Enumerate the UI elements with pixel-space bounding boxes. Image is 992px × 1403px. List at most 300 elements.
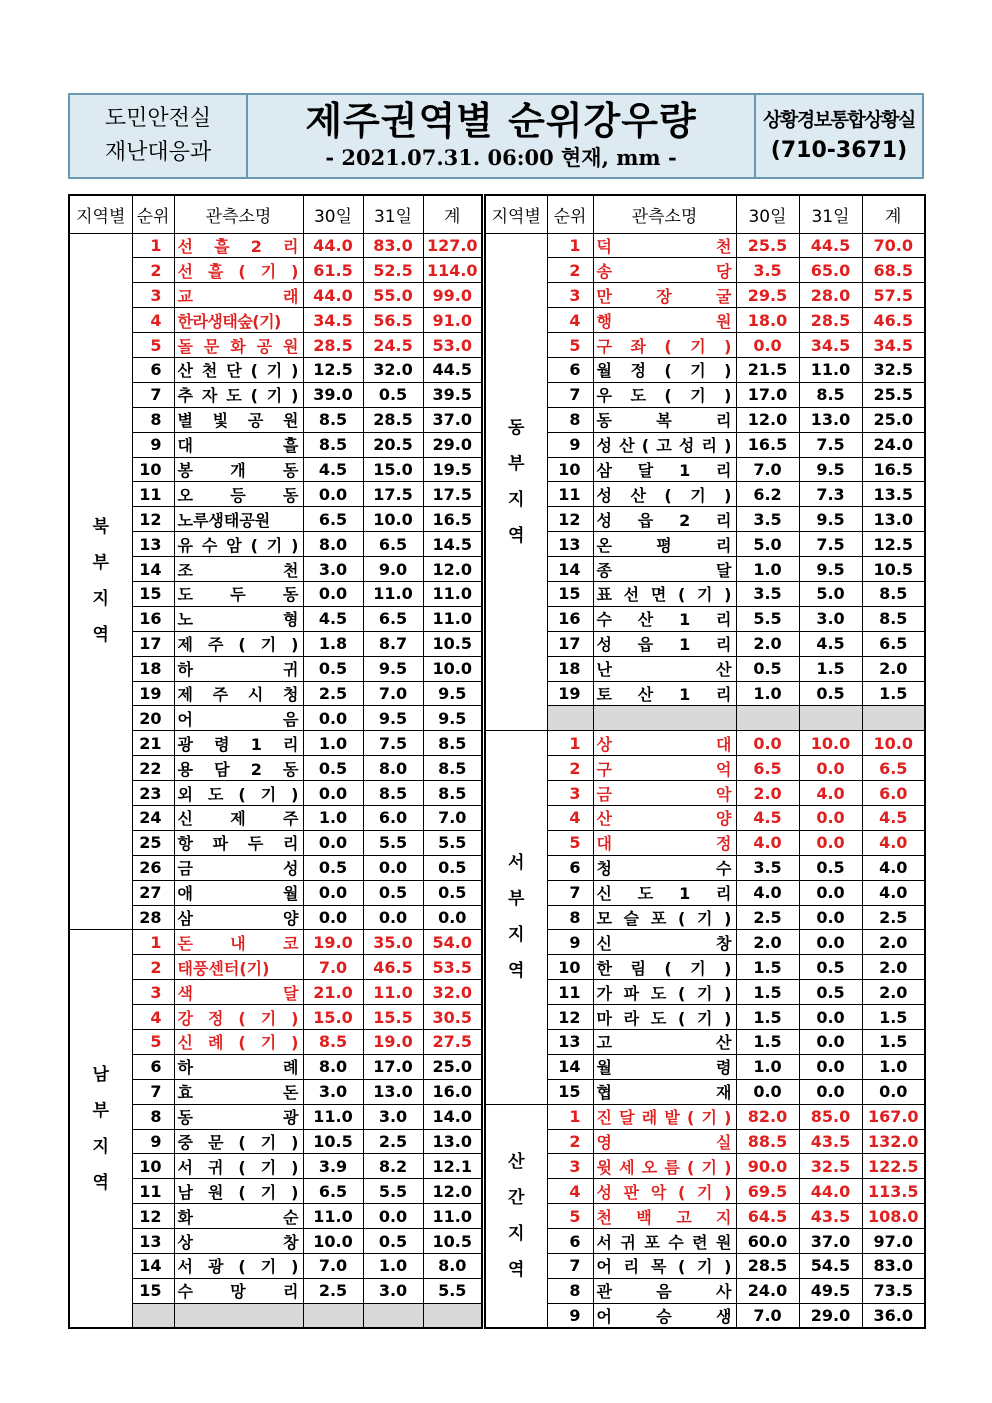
- col-day30: 30일: [736, 195, 799, 233]
- day30-value: 12.0: [736, 407, 799, 432]
- day31-value: 11.0: [363, 980, 423, 1005]
- page-subtitle: - 2021.07.31. 06:00 현재, mm -: [325, 145, 677, 170]
- total-value: 5.5: [423, 1278, 482, 1303]
- day31-value: 0.0: [799, 805, 862, 830]
- day30-value: 2.0: [736, 930, 799, 955]
- day30-value: 0.5: [303, 855, 363, 880]
- station-name: 서 귀 ( 기 ): [174, 1154, 303, 1179]
- rank: 11: [547, 482, 593, 507]
- total-value: 2.0: [862, 980, 925, 1005]
- rank: 2: [547, 756, 593, 781]
- rank: 6: [132, 1054, 174, 1079]
- rank: 1: [132, 233, 174, 258]
- total-value: 8.5: [423, 731, 482, 756]
- day30-value: 6.2: [736, 482, 799, 507]
- region-label-char: 부: [92, 1100, 109, 1121]
- total-value: 4.0: [862, 855, 925, 880]
- rank: 26: [132, 855, 174, 880]
- rank: 8: [547, 1278, 593, 1303]
- station-name: 만 장 굴: [593, 283, 736, 308]
- total-value: 34.5: [862, 333, 925, 358]
- table-row: [485, 1005, 925, 1030]
- station-name: 상 대: [593, 731, 736, 756]
- day31-value: 19.0: [363, 1030, 423, 1055]
- table-row: [485, 382, 925, 407]
- rank: 8: [547, 905, 593, 930]
- day30-value: 8.5: [303, 407, 363, 432]
- total-value: 9.5: [423, 706, 482, 731]
- day31-value: 8.0: [363, 756, 423, 781]
- station-name: 산 천 단 ( 기 ): [174, 357, 303, 382]
- station-name: 노 형: [174, 606, 303, 631]
- station-name: 가 파 도 ( 기 ): [593, 980, 736, 1005]
- day30-value: 1.5: [736, 980, 799, 1005]
- region-label-char: 지: [508, 1223, 525, 1244]
- day31-value: 0.5: [799, 855, 862, 880]
- station-name: 토 산 1 리: [593, 681, 736, 706]
- day30-value: 4.5: [303, 457, 363, 482]
- station-name: 금 악: [593, 781, 736, 806]
- rank: 8: [132, 407, 174, 432]
- day31-value: 5.0: [799, 581, 862, 606]
- total-value: 32.5: [862, 357, 925, 382]
- empty-cell: [799, 706, 862, 731]
- station-name: 용 담 2 동: [174, 756, 303, 781]
- table-row: [485, 631, 925, 656]
- day30-value: 69.5: [736, 1179, 799, 1204]
- station-name: 태풍센터(기): [174, 955, 303, 980]
- total-value: 6.5: [862, 631, 925, 656]
- rank: 8: [132, 1104, 174, 1129]
- station-name: 화 순: [174, 1204, 303, 1229]
- rank: 12: [547, 507, 593, 532]
- rank: 11: [547, 980, 593, 1005]
- day31-value: 0.0: [363, 905, 423, 930]
- station-name: 선 흘 2 리: [174, 233, 303, 258]
- table-row: [485, 1054, 925, 1079]
- table-row: [485, 781, 925, 806]
- day30-value: 0.0: [303, 830, 363, 855]
- station-name: 우 도 ( 기 ): [593, 382, 736, 407]
- rank: 4: [547, 805, 593, 830]
- day31-value: 0.0: [799, 756, 862, 781]
- day30-value: 88.5: [736, 1129, 799, 1154]
- day30-value: 3.0: [303, 557, 363, 582]
- total-value: 13.0: [862, 507, 925, 532]
- day31-value: 10.0: [799, 731, 862, 756]
- day31-value: 5.5: [363, 830, 423, 855]
- day31-value: 20.5: [363, 432, 423, 457]
- day31-value: 32.0: [363, 357, 423, 382]
- total-value: 0.5: [423, 855, 482, 880]
- rank: 1: [547, 731, 593, 756]
- rank: 2: [547, 1129, 593, 1154]
- total-value: 2.0: [862, 930, 925, 955]
- day31-value: 0.5: [799, 955, 862, 980]
- day31-value: 6.5: [363, 606, 423, 631]
- day31-value: 9.5: [363, 706, 423, 731]
- rainfall-table-left: [68, 194, 483, 1329]
- region-label-east: [485, 233, 547, 731]
- day31-value: 17.0: [363, 1054, 423, 1079]
- day31-value: 3.0: [363, 1104, 423, 1129]
- day31-value: 29.0: [799, 1303, 862, 1328]
- total-value: 24.0: [862, 432, 925, 457]
- empty-cell: [593, 706, 736, 731]
- total-value: 27.5: [423, 1030, 482, 1055]
- day31-value: 0.5: [363, 1229, 423, 1254]
- day31-value: 0.0: [363, 855, 423, 880]
- region-label-char: 북: [92, 517, 109, 538]
- rank: 7: [132, 1079, 174, 1104]
- day30-value: 44.0: [303, 233, 363, 258]
- station-name: 금 성: [174, 855, 303, 880]
- station-name: 덕 천: [593, 233, 736, 258]
- day30-value: 2.0: [736, 631, 799, 656]
- rank: 10: [132, 457, 174, 482]
- rank: 28: [132, 905, 174, 930]
- station-name: 영 실: [593, 1129, 736, 1154]
- day30-value: 6.5: [303, 1179, 363, 1204]
- station-name: 종 달: [593, 557, 736, 582]
- total-value: 167.0: [862, 1104, 925, 1129]
- total-value: 36.0: [862, 1303, 925, 1328]
- station-name: 수 산 1 리: [593, 606, 736, 631]
- station-name: 난 산: [593, 656, 736, 681]
- rank: 14: [132, 557, 174, 582]
- station-name: 한라생태숲(기): [174, 308, 303, 333]
- station-name: 온 평 리: [593, 532, 736, 557]
- table-row: [485, 880, 925, 905]
- day30-value: 2.5: [303, 681, 363, 706]
- empty-cell: [174, 1303, 303, 1328]
- region-label-north: [69, 233, 132, 930]
- day31-value: 9.5: [799, 507, 862, 532]
- col-day31: 31일: [363, 195, 423, 233]
- report-header: [68, 93, 924, 179]
- day31-value: 56.5: [363, 308, 423, 333]
- day31-value: 37.0: [799, 1229, 862, 1254]
- rank: 13: [547, 1030, 593, 1055]
- table-row: [69, 233, 482, 258]
- total-value: 91.0: [423, 308, 482, 333]
- rank: 15: [547, 1079, 593, 1104]
- total-value: 2.5: [862, 905, 925, 930]
- total-value: 1.5: [862, 1005, 925, 1030]
- station-name: 대 흘: [174, 432, 303, 457]
- region-label-mountain: [485, 1104, 547, 1328]
- total-value: 8.5: [862, 581, 925, 606]
- station-name: 제 주 ( 기 ): [174, 631, 303, 656]
- col-station: 관측소명: [174, 195, 303, 233]
- table-row: [485, 1303, 925, 1328]
- total-value: 53.5: [423, 955, 482, 980]
- day30-value: 28.5: [303, 333, 363, 358]
- total-value: 30.5: [423, 1005, 482, 1030]
- total-value: 10.5: [862, 557, 925, 582]
- region-label-char: 역: [508, 961, 525, 982]
- day31-value: 0.0: [363, 1204, 423, 1229]
- day30-value: 0.5: [736, 656, 799, 681]
- station-name: 외 도 ( 기 ): [174, 781, 303, 806]
- rank: 2: [132, 258, 174, 283]
- region-label-char: 역: [92, 625, 109, 646]
- rank: 20: [132, 706, 174, 731]
- total-value: 44.5: [423, 357, 482, 382]
- rank: 6: [547, 855, 593, 880]
- day30-value: 0.5: [303, 656, 363, 681]
- region-label-char: 지: [508, 489, 525, 510]
- day30-value: 1.5: [736, 1005, 799, 1030]
- table-row: [485, 606, 925, 631]
- total-value: 122.5: [862, 1154, 925, 1179]
- total-value: 10.0: [862, 731, 925, 756]
- rank: 7: [547, 880, 593, 905]
- day30-value: 10.0: [303, 1229, 363, 1254]
- day31-value: 9.5: [363, 656, 423, 681]
- rank: 14: [547, 557, 593, 582]
- table-row: [485, 1179, 925, 1204]
- region-label-char: 역: [92, 1172, 109, 1193]
- total-value: 14.5: [423, 532, 482, 557]
- total-value: 5.5: [423, 830, 482, 855]
- day30-value: 10.5: [303, 1129, 363, 1154]
- total-value: 19.5: [423, 457, 482, 482]
- station-name: 구 억: [593, 756, 736, 781]
- table-row: [485, 308, 925, 333]
- station-name: 광 령 1 리: [174, 731, 303, 756]
- table-row: [485, 457, 925, 482]
- day30-value: 1.0: [303, 805, 363, 830]
- empty-cell: [303, 1303, 363, 1328]
- rank: 4: [132, 308, 174, 333]
- total-value: 99.0: [423, 283, 482, 308]
- table-row: [485, 656, 925, 681]
- contact-box: [756, 95, 922, 177]
- day30-value: 2.5: [303, 1278, 363, 1303]
- table-row: [485, 532, 925, 557]
- station-name: 교 래: [174, 283, 303, 308]
- table-row: [485, 1129, 925, 1154]
- total-value: 16.0: [423, 1079, 482, 1104]
- region-label-char: 역: [508, 1259, 525, 1280]
- day30-value: 61.5: [303, 258, 363, 283]
- day31-value: 0.0: [799, 830, 862, 855]
- day31-value: 0.5: [799, 980, 862, 1005]
- total-value: 12.0: [423, 557, 482, 582]
- rank: 3: [132, 283, 174, 308]
- col-rank: 순위: [132, 195, 174, 233]
- station-name: 마 라 도 ( 기 ): [593, 1005, 736, 1030]
- station-name: 대 정: [593, 830, 736, 855]
- region-label-char: 지: [92, 589, 109, 610]
- station-name: 제 주 시 청: [174, 681, 303, 706]
- day31-value: 8.5: [799, 382, 862, 407]
- table-row: [485, 1204, 925, 1229]
- day31-value: 0.5: [799, 681, 862, 706]
- day31-value: 11.0: [799, 357, 862, 382]
- day30-value: 2.5: [736, 905, 799, 930]
- station-name: 청 수: [593, 855, 736, 880]
- page-title: 제주권역별 순위강우량: [305, 99, 697, 143]
- day31-value: 5.5: [363, 1179, 423, 1204]
- phone-number: (710-3671): [770, 138, 908, 163]
- day31-value: 43.5: [799, 1129, 862, 1154]
- day30-value: 4.0: [736, 880, 799, 905]
- station-name: 성 읍 1 리: [593, 631, 736, 656]
- day31-value: 1.5: [799, 656, 862, 681]
- table-row: [485, 955, 925, 980]
- rank: 17: [132, 631, 174, 656]
- day30-value: 19.0: [303, 930, 363, 955]
- rank: 2: [547, 258, 593, 283]
- station-name: 성 산 ( 고 성 리 ): [593, 432, 736, 457]
- station-name: 월 령: [593, 1054, 736, 1079]
- empty-cell: [862, 706, 925, 731]
- day31-value: 6.0: [363, 805, 423, 830]
- table-row: [485, 581, 925, 606]
- day30-value: 7.0: [303, 1254, 363, 1279]
- station-name: 하 례: [174, 1054, 303, 1079]
- region-label-char: 부: [92, 553, 109, 574]
- region-label-char: 간: [508, 1187, 525, 1208]
- organization-box: [70, 95, 248, 177]
- rank: 24: [132, 805, 174, 830]
- day30-value: 0.0: [303, 905, 363, 930]
- department-name: 상황경보통합상황실: [763, 109, 915, 131]
- day30-value: 3.5: [736, 855, 799, 880]
- table-row: [485, 407, 925, 432]
- total-value: 10.5: [423, 631, 482, 656]
- total-value: 8.5: [862, 606, 925, 631]
- total-value: 6.0: [862, 781, 925, 806]
- station-name: 윗 세 오 름 ( 기 ): [593, 1154, 736, 1179]
- rank: 4: [547, 1179, 593, 1204]
- rank: 9: [547, 1303, 593, 1328]
- station-name: 효 돈: [174, 1079, 303, 1104]
- region-label-char: 지: [92, 1136, 109, 1157]
- total-value: 1.5: [862, 1030, 925, 1055]
- table-row: [485, 1154, 925, 1179]
- day31-value: 54.5: [799, 1254, 862, 1279]
- day31-value: 44.5: [799, 233, 862, 258]
- total-value: 83.0: [862, 1254, 925, 1279]
- station-name: 상 창: [174, 1229, 303, 1254]
- station-name: 봉 개 동: [174, 457, 303, 482]
- day30-value: 44.0: [303, 283, 363, 308]
- rank: 9: [132, 432, 174, 457]
- rank: 12: [132, 1204, 174, 1229]
- table-row: [485, 557, 925, 582]
- total-value: 29.0: [423, 432, 482, 457]
- day31-value: 0.0: [799, 1079, 862, 1104]
- total-value: 73.5: [862, 1278, 925, 1303]
- day31-value: 85.0: [799, 1104, 862, 1129]
- total-value: 11.0: [423, 606, 482, 631]
- table-row: [485, 805, 925, 830]
- org-line-1: 도민안전실: [104, 106, 212, 131]
- col-total: 계: [423, 195, 482, 233]
- total-value: 114.0: [423, 258, 482, 283]
- total-value: 46.5: [862, 308, 925, 333]
- station-name: 수 망 리: [174, 1278, 303, 1303]
- rank: 12: [132, 507, 174, 532]
- total-value: 10.0: [423, 656, 482, 681]
- table-row: [485, 930, 925, 955]
- day31-value: 4.0: [799, 781, 862, 806]
- day30-value: 7.0: [303, 955, 363, 980]
- rank: 16: [547, 606, 593, 631]
- rank: 5: [132, 1030, 174, 1055]
- day31-value: 34.5: [799, 333, 862, 358]
- day31-value: 3.0: [363, 1278, 423, 1303]
- day31-value: 8.7: [363, 631, 423, 656]
- table-row: [485, 507, 925, 532]
- rank: 1: [547, 233, 593, 258]
- rank: 13: [132, 532, 174, 557]
- rank: 3: [547, 781, 593, 806]
- table-row: [485, 233, 925, 258]
- table-row: [485, 905, 925, 930]
- day30-value: 15.0: [303, 1005, 363, 1030]
- empty-cell: [736, 706, 799, 731]
- rank: 8: [547, 407, 593, 432]
- day30-value: 0.0: [736, 731, 799, 756]
- table-row: [485, 1030, 925, 1055]
- table-row: [485, 731, 925, 756]
- day31-value: 0.0: [799, 905, 862, 930]
- day30-value: 64.5: [736, 1204, 799, 1229]
- total-value: 7.0: [423, 805, 482, 830]
- day31-value: 6.5: [363, 532, 423, 557]
- day31-value: 2.5: [363, 1129, 423, 1154]
- day31-value: 9.5: [799, 457, 862, 482]
- total-value: 25.5: [862, 382, 925, 407]
- col-total: 계: [862, 195, 925, 233]
- day31-value: 65.0: [799, 258, 862, 283]
- col-day31: 31일: [799, 195, 862, 233]
- org-line-2: 재난대응과: [104, 140, 212, 165]
- day31-value: 0.0: [799, 930, 862, 955]
- rank: 14: [547, 1054, 593, 1079]
- col-day30: 30일: [303, 195, 363, 233]
- region-label-char: 부: [508, 889, 525, 910]
- day30-value: 11.0: [303, 1104, 363, 1129]
- rank: 6: [132, 357, 174, 382]
- rank: 11: [132, 1179, 174, 1204]
- rank: 5: [547, 1204, 593, 1229]
- region-label-south: [69, 930, 132, 1328]
- rank: 22: [132, 756, 174, 781]
- table-row: [485, 1278, 925, 1303]
- total-value: 2.0: [862, 955, 925, 980]
- station-name: 유 수 암 ( 기 ): [174, 532, 303, 557]
- rank: 6: [547, 1229, 593, 1254]
- table-row: [485, 706, 925, 731]
- total-value: 0.5: [423, 880, 482, 905]
- day31-value: 0.5: [363, 382, 423, 407]
- day30-value: 1.8: [303, 631, 363, 656]
- total-value: 16.5: [423, 507, 482, 532]
- total-value: 8.5: [423, 781, 482, 806]
- day30-value: 0.0: [303, 482, 363, 507]
- rank: 9: [132, 1129, 174, 1154]
- station-name: 산 양: [593, 805, 736, 830]
- rank: 19: [132, 681, 174, 706]
- total-value: 11.0: [423, 1204, 482, 1229]
- table-row: [485, 1254, 925, 1279]
- table-row: [485, 333, 925, 358]
